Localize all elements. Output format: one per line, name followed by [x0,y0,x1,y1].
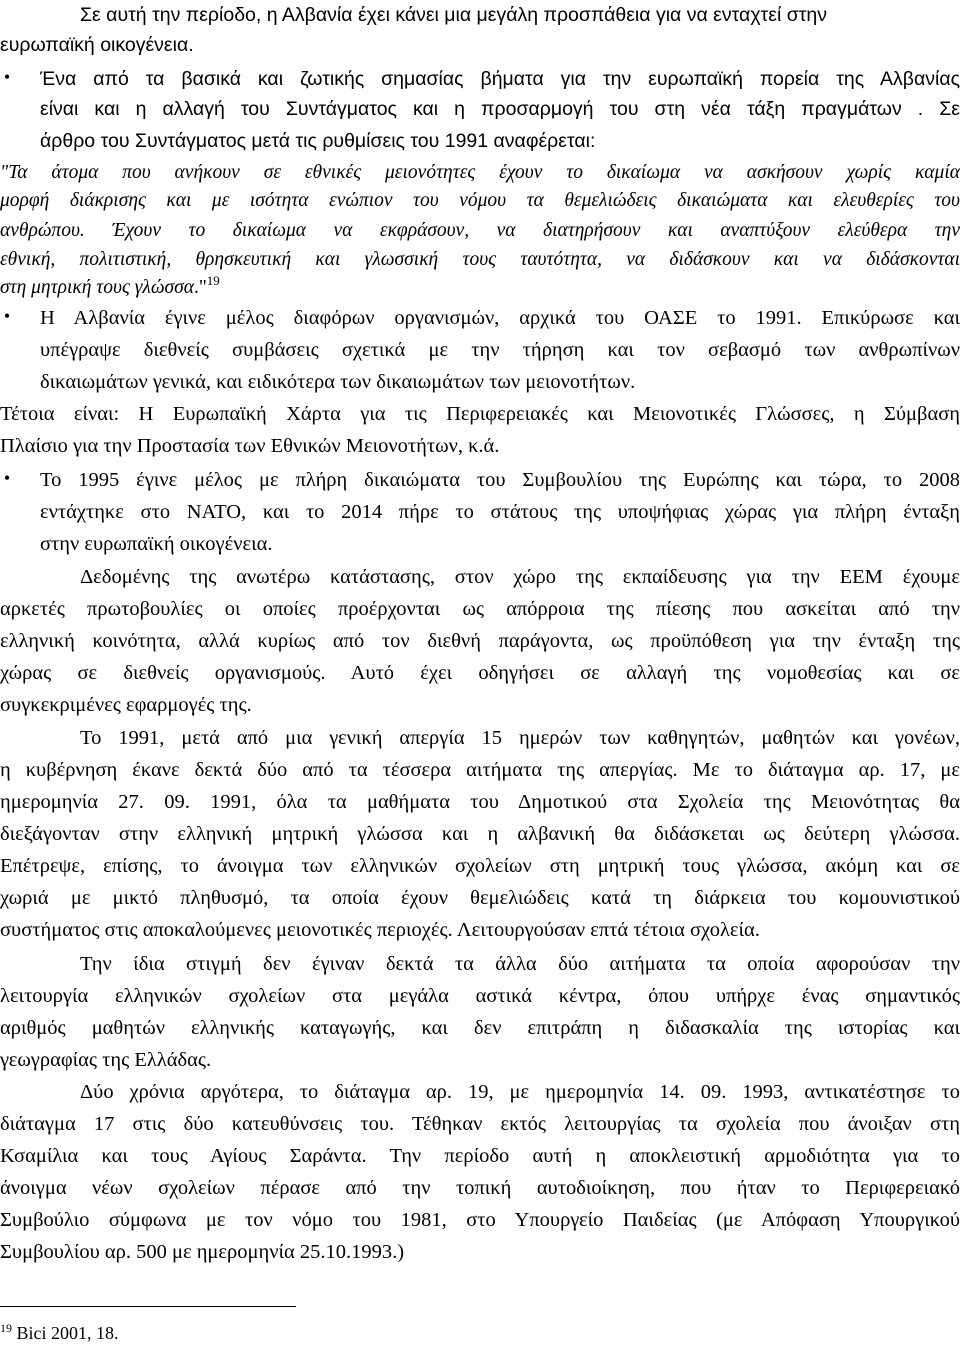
quote-line: μορφή διάκρισης και με ισότητα ενώπιον του νόμου τα θεμελιώδεις δικαιώματα και ελευθερίες του [0,190,960,211]
text-line: Το 1995 έγινε μέλος με πλήρη δικαιώματα του Συμβουλίου της Ευρώπης και τώρα, το 2008 [40,469,960,491]
bullet-icon: • [3,67,11,87]
text-line: Το 1991, μετά από μια γενική απεργία 15 ημερών των καθηγητών, μαθητών και γονέων, [80,727,960,749]
quote-line [0,272,960,303]
text-line: Πλαίσιο για την Προστασία των Εθνικών Μειονοτήτων, κ.ά. [0,435,500,457]
text-line: ελληνική κοινότητα, αλλά κυρίως από τον διεθνή παράγοντα, ως προϋπόθεση για την ένταξη της [0,630,960,652]
text-line: δικαιωμάτων γενικά, και ειδικότερα των δικαιωμάτων των μειονοτήτων. [40,371,636,393]
text-line: συγκεκριμένες εφαρμογές της. [0,694,252,716]
footnote-separator [0,1306,296,1307]
text-line: αριθμός μαθητών ελληνικής καταγωγής, και δεν επιτράπη η διδασκαλία της ιστορίας και [0,1017,960,1039]
bullet-icon: • [3,468,11,488]
text-line: στην ευρωπαϊκή οικογένεια. [40,533,273,555]
text-line: Η Αλβανία έγινε μέλος διαφόρων οργανισμών, αρχικά του ΟΑΣΕ το 1991. Επικύρωσε και [40,307,960,329]
footnote-ref: 19 [206,273,220,289]
text-line: γεωγραφίας της Ελλάδας. [0,1049,212,1071]
text-line: Την ίδια στιγμή δεν έγιναν δεκτά τα άλλα δύο αιτήματα τα οποία αφορούσαν την [80,953,960,975]
text-line: χώρας σε διεθνείς οργανισμούς. Αυτό έχει οδηγήσει σε αλλαγή της νομοθεσίας και σε [0,662,960,684]
text-line: Συμβουλίου αρ. 500 με ημερομηνία 25.10.1993.) [0,1241,405,1263]
text-line: χωριά με μικτό πληθυσμό, τα οποία έχουν θεμελιώδεις κατά τη διάρκεια του κομουνιστικού [0,887,960,909]
text-line: άρθρο του Συντάγματος μετά τις ρυθμίσεις του 1991 αναφέρεται: [40,130,596,152]
text-line: άνοιγμα νέων σχολείων πέρασε από την τοπική αυτοδιοίκηση, που ήταν το Περιφερειακό [0,1177,960,1199]
quote-line: εθνική, πολιτιστική, θρησκευτική και γλωσσική τους ταυτότητα, να διδάσκουν και να διδάσκονται [0,249,960,270]
text-line: Ένα από τα βασικά και ζωτικής σημασίας βήματα για την ευρωπαϊκή πορεία της Αλβανίας [40,68,960,90]
text-line: διάταγμα 17 στις δύο κατευθύνσεις του. Τέθηκαν εκτός λειτουργίας τα σχολεία που άνοιξαν στη [0,1113,960,1135]
footnote-number: 19 [0,1321,12,1335]
text-line: ευρωπαϊκή οικογένεια. [0,34,194,56]
footnote-text: Bici 2001, 18. [12,1323,119,1343]
text-line: Κσαμίλια και τους Αγίους Σαράντα. Την περίοδο αυτή η αποκλειστική αρμοδιότητα για το [0,1145,960,1167]
text-line: διεξάγονταν στην ελληνική μητρική γλώσσα και η αλβανική θα διδάσκεται ως δεύτερη γλώσσα. [0,823,960,845]
quote-close: ." [193,277,207,298]
text-line: Τέτοια είναι: Η Ευρωπαϊκή Χάρτα για τις Περιφερειακές και Μειονοτικές Γλώσσες, η Σύμβαση [0,403,960,425]
text-line: ημερομηνία 27. 09. 1991, όλα τα μαθήματα του Δημοτικού στα Σχολεία της Μειονότητας θα [0,791,960,813]
text-line: Δύο χρόνια αργότερα, το διάταγμα αρ. 19, με ημερομηνία 14. 09. 1993, αντικατέστησε το [80,1081,960,1103]
text-line: η κυβέρνηση έκανε δεκτά δύο από τα τέσσερα αιτήματα της απεργίας. Με το διάταγμα αρ. 17, με [0,759,960,781]
quote-line: "Τα άτομα που ανήκουν σε εθνικές μειονότητες έχουν το δικαίωμα να ασκήσουν χωρίς καμία [0,162,960,183]
quote-line: ανθρώπου. Έχουν το δικαίωμα να εκφράσουν, να διατηρήσουν και αναπτύξουν ελεύθερα την [0,220,960,241]
text-line: λειτουργία ελληνικών σχολείων στα μεγάλα αστικά κέντρα, όπου υπήρχε ένας σημαντικός [0,985,960,1007]
text-line: Συμβούλιο σύμφωνα με τον νόμο του 1981, στο Υπουργείο Παιδείας (με Απόφαση Υπουργικού [0,1209,960,1231]
text-line: υπέγραψε διεθνείς συμβάσεις σχετικά με την τήρηση και τον σεβασμό των ανθρωπίνων [40,339,960,361]
text-line: Σε αυτή την περίοδο, η Αλβανία έχει κάνει μια μεγάλη προσπάθεια για να ενταχτεί στην [80,4,828,26]
text-line: Επέτρεψε, επίσης, το άνοιγμα των ελληνικών σχολείων στη μητρική τους γλώσσα, ακόμη και σε [0,855,960,877]
bullet-icon: • [3,306,11,326]
text-line: συστήματος στις αποκαλούμενες μειονοτικές περιοχές. Λειτουργούσαν επτά τέτοια σχολεία. [0,919,760,941]
quote-text: στη μητρική τους γλώσσα [0,277,194,298]
text-line: είναι και η αλλαγή του Συντάγματος και η προσαρμογή του στη νέα τάξη πραγμάτων . Σε [40,98,960,120]
text-line: αρκετές πρωτοβουλίες οι οποίες προέρχονται ως απόρροια της πίεσης που ασκείται από την [0,598,960,620]
text-line: Δεδομένης της ανωτέρω κατάστασης, στον χώρο της εκπαίδευσης για την ΕΕΜ έχουμε [80,566,960,588]
text-line: εντάχτηκε στο ΝΑΤΟ, και το 2014 πήρε το στάτους της υποψήφιας χώρας για πλήρη ένταξη [40,501,960,523]
footnote [0,1320,119,1346]
